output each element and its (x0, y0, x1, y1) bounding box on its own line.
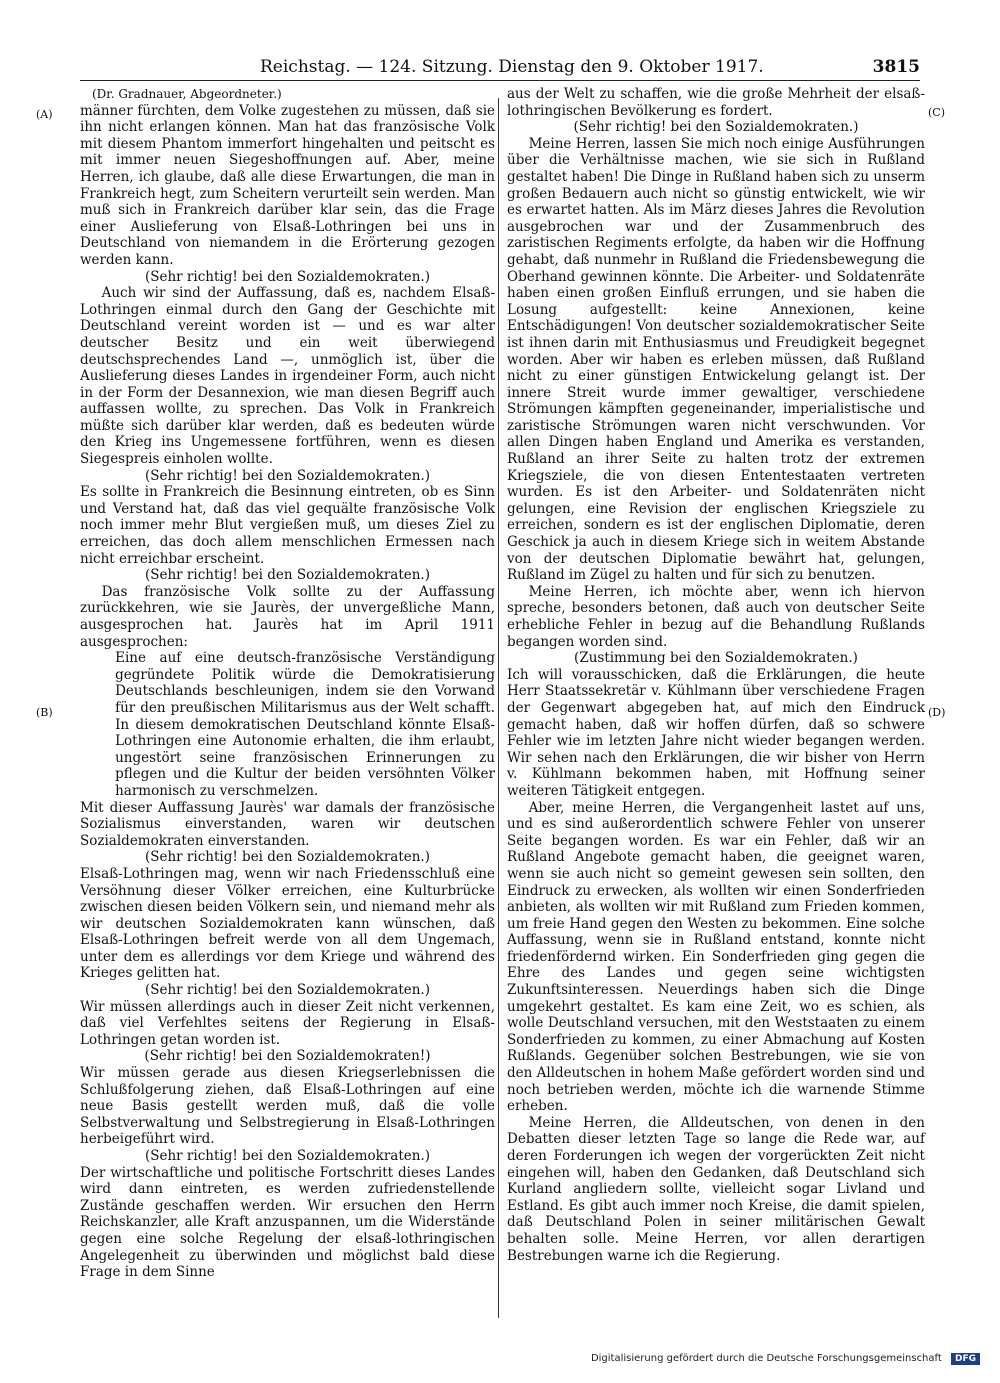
footer-text: Digitalisierung gefördert durch die Deutsche Forschungsgemeinschaft (590, 1353, 942, 1364)
margin-mark-a: (A) (36, 108, 53, 121)
margin-mark-b: (B) (36, 706, 53, 719)
paragraph: Mit dieser Auffassung Jaurès' war damals der französische Sozialismus einverstanden, waren wir deutschen Sozialdemokraten einverstanden. (80, 799, 495, 849)
reaction-note: (Sehr richtig! bei den Sozialdemokraten.) (144, 467, 430, 484)
reaction-note: (Sehr richtig! bei den Sozialdemokraten.) (144, 1148, 430, 1164)
reaction-note: (Sehr richtig! bei den Sozialdemokraten.) (573, 119, 859, 136)
paragraph: Das französische Volk sollte zu der Auffassung zurückkehren, wie sie Jaurès, der unvergeßliche Mann, ausgesprochen hat. Jaurès hat im April 1911 ausgesprochen: (80, 583, 495, 650)
reaction-note: (Sehr richtig! bei den Sozialdemokraten.) (144, 982, 430, 999)
header-title: Reichstag. — 124. Sitzung. Dienstag den 9. Oktober 1917. (260, 57, 764, 77)
paragraph: männer fürchten, dem Volke zugestehen zu müssen, daß sie ihn nicht erlangen können. Man hat das französische Volk mit diesem Phantom immerfort hingehalten und peitscht es mit immer neuen Siegeshoffnungen auf. Aber, meine Herren, ich glaube, daß alle diese Erwartungen, die man in Frankreich hegt, zum Scheitern verurteilt sein werden. Man muß sich in Frankreich darüber klar sein, das die Frage einer Auslieferung von Elsaß-Lothringen bei uns in Deutschland von niemandem in die Erörterung gezogen werden kann. (80, 102, 495, 268)
margin-mark-d: (D) (928, 706, 946, 719)
paragraph: Ich will vorausschicken, daß die Erklärungen, die heute Herr Staatssekretär v. Kühlmann über verschiedene Fragen der Gegenwart abgegeben hat, auf mich den Eindruck gemacht haben, daß wir hoffen dürfen, daß so schwere Fehler wie im letzten Jahre nicht wieder begangen werden. Wir sehen nach den Erklärungen, die wir bisher von Herrn v. Kühlmann bekommen haben, mit Hoffnung seiner weiteren Tätigkeit entgegen. (507, 666, 925, 799)
paragraph: aus der Welt zu schaffen, wie die große Mehrheit der elsaß-lothringischen Bevölkerung es fordert. (507, 86, 925, 119)
paragraph: Meine Herren, lassen Sie mich noch einige Ausführungen über die Verhältnisse machen, wie sie sich in Rußland gestaltet haben! Die Dinge in Rußland haben sich zu unserm großen Bedauern auch nicht so günstig entwickelt, wie wir es erwartet hatten. Als im März dieses Jahres die Revolution ausgebrochen war und der Zusammenbruch des zaristischen Regiments erfolgte, da haben wir die Hoffnung gehabt, daß nunmehr in Rußland die Friedensbewegung die Oberhand gewinnen könnte. Die Arbeiter- und Soldatenräte haben einen großen Einfluß errungen, und sie haben die Losung aufgestellt: keine Annexionen, keine Entschädigungen! Von deutscher sozialdemokratischer Seite ist ihnen darin mit Enthusiasmus und Freudigkeit begegnet worden. Aber wir haben es erleben müssen, daß Rußland nicht zu einer günstigen Entwickelung gelangt ist. Der innere Streit wurde immer gewaltiger, verschiedene Strömungen kämpften gegeneinander, imperialistische und zaristische Strömungen waren nicht verschwunden. Vor allen Dingen haben England und Amerika es verstanden, Rußland an ihrer Seite zu halten trotz der extremen Kriegsziele, die von diesen Ententestaaten vertreten wurden. Es ist den Arbeiter- und Soldatenräten nicht gelungen, eine Revision der englischen Kriegsziele zu erreichen, sondern es ist der englischen Diplomatie, deren Geschick ja auch in diesem Kriege sich in weitem Abstande von der deutschen Diplomatie bewährt hat, gelungen, Rußland im Zügel zu halten und für sich zu benutzen. (507, 135, 925, 584)
paragraph: Meine Herren, ich möchte aber, wenn ich hiervon spreche, besonders betonen, daß auch von deutscher Seite erhebliche Fehler in bezug auf die Behandlung Rußlands begangen worden sind. (507, 583, 925, 650)
paragraph: Der wirtschaftliche und politische Fortschritt dieses Landes wird dann eintreten, es werden zufriedenstellende Zustände geschaffen werden. Wir ersuchen den Herrn Reichskanzler, alle Kraft anzuspannen, um die Widerstände gegen eine solche Regelung der elsaß-lothringischen Angelegenheit zu überwinden und möglichst bald diese Frage in dem Sinne (80, 1164, 495, 1281)
speaker-label: (Dr. Gradnauer, Abgeordneter.) (92, 87, 282, 101)
page-number: 3815 (872, 57, 920, 77)
footer (591, 1353, 980, 1365)
paragraph: Meine Herren, die Alldeutschen, von denen in den Debatten dieser letzten Tage so lange die Rede war, auf deren Forderungen ich wegen der vorgerückten Zeit nicht eingehen will, haben den Gedanken, daß Deutschland sich Kurland angliedern sollte, vielleicht sogar Livland und Estland. Es gibt auch immer noch Kreise, die damit spielen, daß Deutschland Polen in seiner militärischen Gewalt behalten solle. Meine Herren, vor allen derartigen Bestrebungen warne ich die Regierung. (507, 1114, 925, 1264)
paragraph: Wir müssen allerdings auch in dieser Zeit nicht verkennen, daß viel Verfehltes seitens der Regierung in Elsaß-Lothringen getan worden ist. (80, 998, 495, 1048)
page-header (80, 56, 920, 81)
paragraph: Aber, meine Herren, die Vergangenheit lastet auf uns, und es sind außerordentlich schwere Fehler von unserer Seite begangen worden. Es war ein Fehler, daß wir an Rußland Angebote gemacht haben, die geeignet waren, wenn sie auch nicht so gemeint gewesen sein sollten, den Eindruck zu erwecken, als wollten wir einen Sonderfrieden anbieten, als wollten wir mit Rußland zum Frieden kommen, um freie Hand gegen den Westen zu bekommen. Eine solche Auffassung, wenn sie in Rußland entstand, konnte nicht friedenfördernd wirken. Ein Sonderfrieden ging gegen die Ehre des Landes und gegen seine wichtigsten Zukunftsinteressen. Neuerdings haben sich die Dinge umgekehrt gestaltet. Es kam eine Zeit, wo es schien, als wolle Deutschland versuchen, mit den Weststaaten zu einem Sonderfrieden zu kommen, zu einer Abmachung auf Kosten Rußlands. Gegenüber solchen Bestrebungen, wie sie von den Alldeutschen in hohem Maße gefördert worden sind und noch betrieben werden, möchte ich die warnende Stimme erheben. (507, 799, 925, 1115)
reaction-note: (Sehr richtig! bei den Sozialdemokraten.) (144, 849, 430, 866)
paragraph: Es sollte in Frankreich die Besinnung eintreten, ob es Sinn und Verstand hat, daß das viel gequälte französische Volk noch immer mehr Blut vergießen muß, um dieses Ziel zu erreichen, das doch allem menschlichen Ermessen nach nicht erreichbar erscheint. (80, 484, 495, 567)
quotation: Eine auf eine deutsch-französische Verständigung gegründete Politik würde die Demokratisierung Deutschlands beschleunigen, indem sie den Vorwand für den preußischen Militarismus aus der Welt schafft. In diesem demokratischen Deutschland könnte Elsaß-Lothringen eine Autonomie erhalten, die ihm erlaubt, ungestört seine französischen Erinnerungen zu pflegen und die Kultur der beiden versöhnten Völker harmonisch zu verschmelzen. (115, 650, 495, 799)
margin-mark-c: (C) (928, 106, 945, 119)
reaction-note: (Sehr richtig! bei den Sozialdemokraten.) (144, 567, 430, 584)
right-column (507, 86, 925, 1264)
paragraph: Wir müssen gerade aus diesen Kriegserlebnissen die Schlußfolgerung ziehen, daß Elsaß-Lothringen auf eine neue Basis gestellt werden muß, daß die volle Selbstverwaltung und Selbstregierung in Elsaß-Lothringen herbeigeführt wird. (80, 1065, 495, 1148)
reaction-note: (Zustimmung bei den Sozialdemokraten.) (574, 650, 858, 667)
column-divider (498, 98, 499, 1318)
left-column (80, 86, 495, 1281)
reaction-note: (Sehr richtig! bei den Sozialdemokraten!) (144, 1048, 431, 1065)
reaction-note: (Sehr richtig! bei den Sozialdemokraten.) (144, 268, 430, 285)
paragraph: Elsaß-Lothringen mag, wenn wir nach Friedensschluß eine Versöhnung dieser Völker erreichen, eine Kulturbrücke zwischen diesen beiden Völkern sein, und niemand mehr als wir deutschen Sozialdemokraten kann wünschen, daß Elsaß-Lothringen befreit werde von all dem Ungemach, unter dem es allerdings vor dem Kriege und während des Krieges gelitten hat. (80, 865, 495, 982)
paragraph: Auch wir sind der Auffassung, daß es, nachdem Elsaß-Lothringen einmal durch den Gang der Geschichte mit Deutschland vereint worden ist — und es war alter deutscher Besitz und ein weit überwiegend deutschsprechendes Land —, unmöglich ist, über die Auslieferung dieses Landes in irgendeiner Form, auch nicht in der Form der Desannexion, wie man diesen Begriff auch auffassen wollte, zu sprechen. Das Volk in Frankreich müßte sich darüber klar werden, daß es bedeuten würde den Krieg ins Ungemessene fortführen, wenn es diesen Siegespreis einholen wollte. (80, 285, 495, 468)
dfg-logo: DFG (951, 1353, 980, 1365)
